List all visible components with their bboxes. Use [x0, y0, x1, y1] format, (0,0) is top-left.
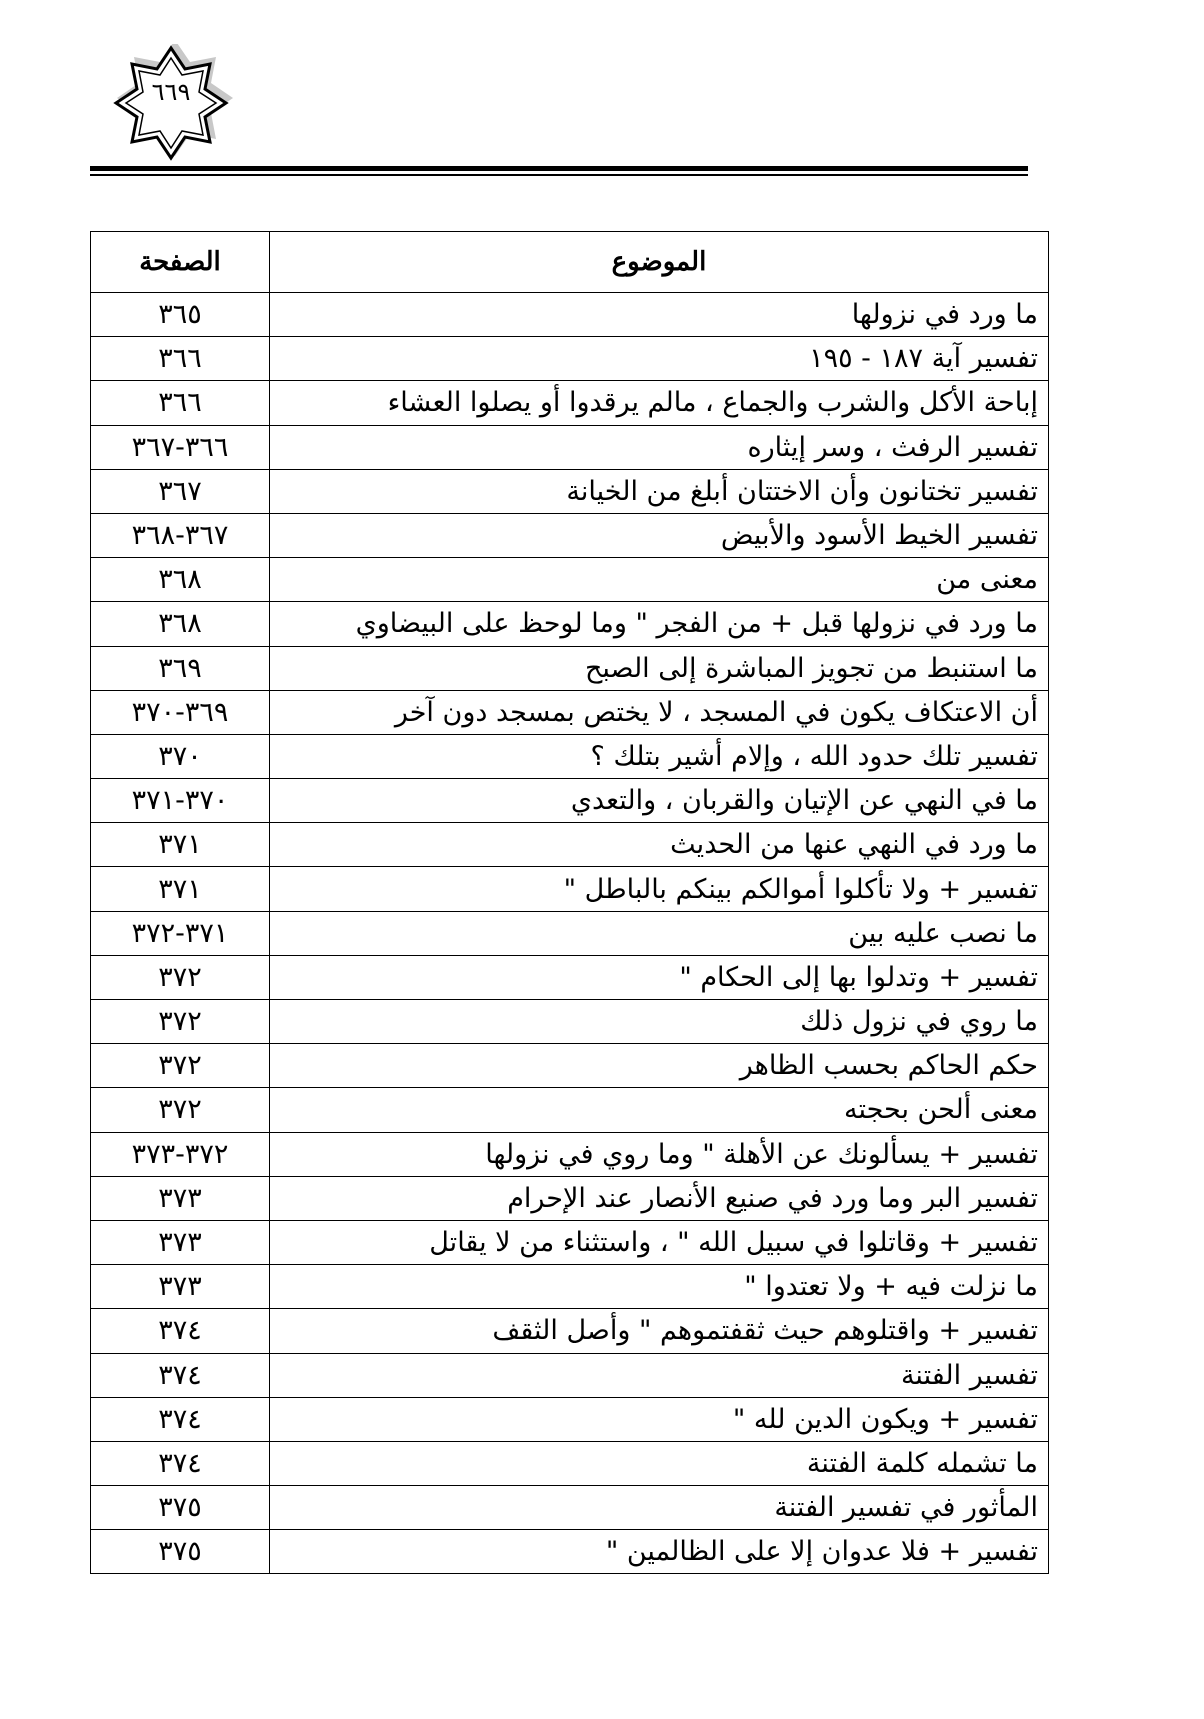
- table-of-contents: [90, 231, 1049, 1574]
- topic-cell: معنى من: [270, 558, 1049, 602]
- table-row: [91, 779, 1049, 823]
- page-cell: ٣٦٨: [91, 558, 270, 602]
- topic-cell: تفسير الفتنة: [270, 1353, 1049, 1397]
- topic-cell: ما في النهي عن الإتيان والقربان ، والتعدي: [270, 779, 1049, 823]
- page-cell: ٣٦٧-٣٦٨: [91, 513, 270, 557]
- table-row: [91, 1265, 1049, 1309]
- table-row: [91, 955, 1049, 999]
- column-header-page: الصفحة: [91, 232, 270, 293]
- topic-cell: ما نصب عليه بين: [270, 911, 1049, 955]
- page-cell: ٣٧١: [91, 823, 270, 867]
- page-cell: ٣٧٠: [91, 734, 270, 778]
- page-number: ٦٦٩: [151, 78, 191, 106]
- table-row: [91, 558, 1049, 602]
- page-cell: ٣٧٥: [91, 1530, 270, 1574]
- topic-cell: تفسير + ويكون الدين لله ": [270, 1397, 1049, 1441]
- table-row: [91, 381, 1049, 425]
- topic-cell: تفسير + فلا عدوان إلا على الظالمين ": [270, 1530, 1049, 1574]
- page-cell: ٣٦٩-٣٧٠: [91, 690, 270, 734]
- page-cell: ٣٧٤: [91, 1441, 270, 1485]
- table-row: [91, 1088, 1049, 1132]
- page-cell: ٣٧١-٣٧٢: [91, 911, 270, 955]
- topic-cell: تفسير + يسألونك عن الأهلة " وما روي في نزولها: [270, 1132, 1049, 1176]
- page-cell: ٣٧٢: [91, 1088, 270, 1132]
- table-row: [91, 690, 1049, 734]
- topic-cell: تفسير + وقاتلوا في سبيل الله " ، واستثناء من لا يقاتل: [270, 1220, 1049, 1264]
- column-header-topic: الموضوع: [270, 232, 1049, 293]
- page-cell: ٣٦٩: [91, 646, 270, 690]
- page-cell: ٣٧٤: [91, 1353, 270, 1397]
- table-row: [91, 1220, 1049, 1264]
- page-cell: ٣٦٦-٣٦٧: [91, 425, 270, 469]
- page-cell: ٣٧٥: [91, 1486, 270, 1530]
- topic-cell: ما روي في نزول ذلك: [270, 1000, 1049, 1044]
- topic-cell: إباحة الأكل والشرب والجماع ، مالم يرقدوا أو يصلوا العشاء: [270, 381, 1049, 425]
- page-cell: ٣٦٧: [91, 469, 270, 513]
- topic-cell: ما تشمله كلمة الفتنة: [270, 1441, 1049, 1485]
- topic-cell: تفسير آية ١٨٧ - ١٩٥: [270, 337, 1049, 381]
- table-row: [91, 911, 1049, 955]
- header-rule-thin: [90, 174, 1028, 176]
- page-cell: ٣٧٢: [91, 1000, 270, 1044]
- page-cell: ٣٧٣: [91, 1265, 270, 1309]
- topic-cell: تفسير + ولا تأكلوا أموالكم بينكم بالباطل ": [270, 867, 1049, 911]
- table-row: [91, 646, 1049, 690]
- table-row: [91, 1441, 1049, 1485]
- page-cell: ٣٧٣: [91, 1176, 270, 1220]
- page-cell: ٣٧٢: [91, 1044, 270, 1088]
- table-row: [91, 734, 1049, 778]
- topic-cell: تفسير + واقتلوهم حيث ثقفتموهم " وأصل الثقف: [270, 1309, 1049, 1353]
- table-header-row: [91, 232, 1049, 293]
- topic-cell: ما استنبط من تجويز المباشرة إلى الصبح: [270, 646, 1049, 690]
- table-row: [91, 1353, 1049, 1397]
- topic-cell: ما ورد في نزولها: [270, 293, 1049, 337]
- topic-cell: تفسير تلك حدود الله ، وإلام أشير بتلك ؟: [270, 734, 1049, 778]
- page-cell: ٣٦٥: [91, 293, 270, 337]
- topic-cell: أن الاعتكاف يكون في المسجد ، لا يختص بمسجد دون آخر: [270, 690, 1049, 734]
- table-row: [91, 337, 1049, 381]
- table-row: [91, 425, 1049, 469]
- table-row: [91, 1309, 1049, 1353]
- header-rule-thick: [90, 166, 1028, 171]
- topic-cell: تفسير تختانون وأن الاختتان أبلغ من الخيانة: [270, 469, 1049, 513]
- page-cell: ٣٦٨: [91, 602, 270, 646]
- page-cell: ٣٧٢-٣٧٣: [91, 1132, 270, 1176]
- table-row: [91, 823, 1049, 867]
- topic-cell: حكم الحاكم بحسب الظاهر: [270, 1044, 1049, 1088]
- page-cell: ٣٧٢: [91, 955, 270, 999]
- table-row: [91, 867, 1049, 911]
- table-row: [91, 469, 1049, 513]
- page-cell: ٣٧١: [91, 867, 270, 911]
- table-row: [91, 1486, 1049, 1530]
- table-row: [91, 602, 1049, 646]
- page-cell: ٣٧٤: [91, 1397, 270, 1441]
- table-row: [91, 1044, 1049, 1088]
- topic-cell: المأثور في تفسير الفتنة: [270, 1486, 1049, 1530]
- table-row: [91, 293, 1049, 337]
- table-row: [91, 1000, 1049, 1044]
- topic-cell: تفسير الخيط الأسود والأبيض: [270, 513, 1049, 557]
- topic-cell: تفسير الرفث ، وسر إيثاره: [270, 425, 1049, 469]
- topic-cell: ما نزلت فيه + ولا تعتدوا ": [270, 1265, 1049, 1309]
- topic-cell: ما ورد في نزولها قبل + من الفجر " وما لوحظ على البيضاوي: [270, 602, 1049, 646]
- topic-cell: معنى ألحن بحجته: [270, 1088, 1049, 1132]
- page-cell: ٣٦٦: [91, 381, 270, 425]
- table-row: [91, 1176, 1049, 1220]
- page-number-badge: [104, 44, 238, 162]
- page-cell: ٣٧٣: [91, 1220, 270, 1264]
- page-cell: ٣٦٦: [91, 337, 270, 381]
- table-row: [91, 513, 1049, 557]
- topic-cell: تفسير + وتدلوا بها إلى الحكام ": [270, 955, 1049, 999]
- topic-cell: تفسير البر وما ورد في صنيع الأنصار عند الإحرام: [270, 1176, 1049, 1220]
- topic-cell: ما ورد في النهي عنها من الحديث: [270, 823, 1049, 867]
- page-cell: ٣٧٤: [91, 1309, 270, 1353]
- table-row: [91, 1397, 1049, 1441]
- table-row: [91, 1132, 1049, 1176]
- page-cell: ٣٧٠-٣٧١: [91, 779, 270, 823]
- table-row: [91, 1530, 1049, 1574]
